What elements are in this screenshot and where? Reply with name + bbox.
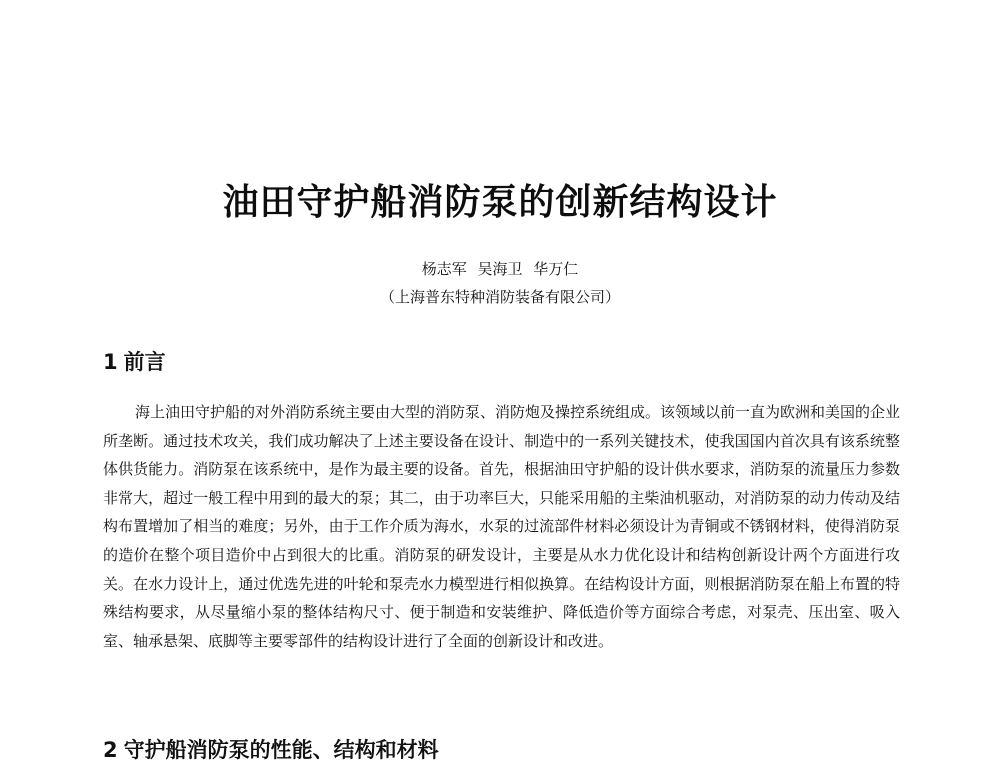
section-heading — [103, 735, 439, 765]
section-title: 守护船消防泵的性能、结构和材料 — [123, 738, 439, 762]
paper-authors: 杨志军 吴海卫 华万仁 — [421, 260, 579, 278]
section-number: 2 — [103, 738, 118, 762]
section-number: 1 — [103, 350, 118, 374]
section-title: 前言 — [123, 350, 166, 374]
paper-title: 油田守护船消防泵的创新结构设计 — [222, 181, 778, 223]
paper-affiliation: （上海普东特种消防装备有限公司） — [379, 288, 620, 306]
section-paragraph: 海上油田守护船的对外消防系统主要由大型的消防泵、消防炮及操控系统组成。该领域以前一直为欧洲和美国的企业所垄断。通过技术攻关，我们成功解决了上述主要设备在设计、制造中的一系列关键技术，使我国国内首次具有该系统整体供货能力。消防泵在该系统中，是作为最主要的设备。首先，根据油田守护船的设计供水要求，消防泵的流量压力参数非常大，超过一般工程中用到的最大的泵；其二，由于功率巨大，只能采用船的主柴油机驱动，对消防泵的动力传动及结构布置增加了相当的难度；另外，由于工作介质为海水，水泵的过流部件材料必须设计为青铜或不锈钢材料，使得消防泵的造价在整个项目造价中占到很大的比重。消防泵的研发设计，主要是从水力优化设计和结构创新设计两个方面进行攻关。在水力设计上，通过优选先进的叶轮和泵壳水力模型进行相似换算。在结构设计方面，则根据消防泵在船上布置的特殊结构要求，从尽量缩小泵的整体结构尺寸、便于制造和安装维护、降低造价等方面综合考虑，对泵壳、压出室、吸入室、轴承悬架、底脚等主要零部件的结构设计进行了全面的创新设计和改进。 — [103, 403, 901, 650]
section-heading — [103, 347, 166, 377]
